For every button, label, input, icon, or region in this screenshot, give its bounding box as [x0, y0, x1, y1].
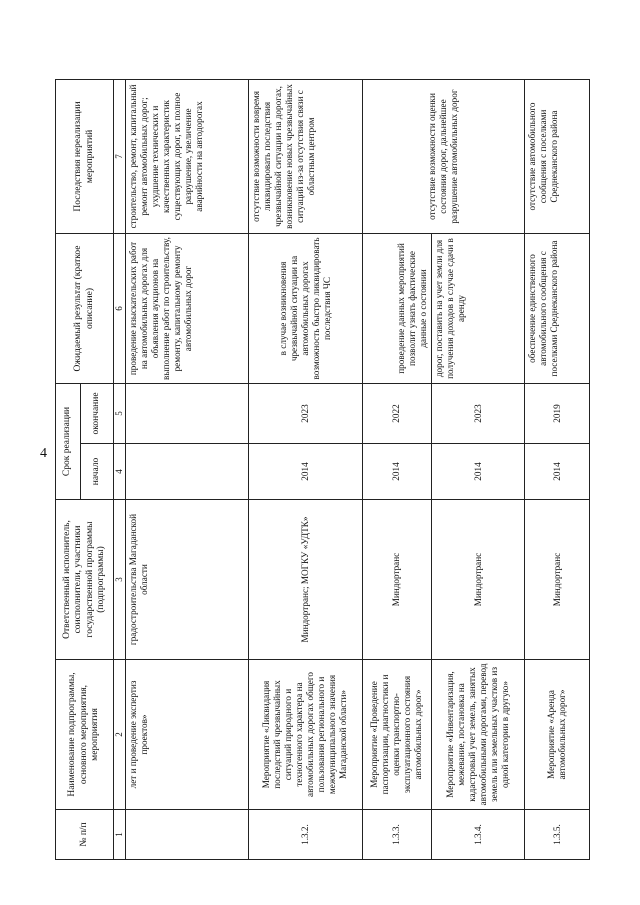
row-number: 1.3.5. — [525, 810, 590, 860]
header-end: окончание — [80, 383, 113, 443]
column-number: 5 — [114, 383, 125, 443]
column-number: 7 — [114, 79, 125, 233]
rotated-table-wrapper — [55, 80, 590, 860]
row-number: 1.3.3. — [363, 810, 432, 860]
activity-result: проведение изыскательских работ на автомобильных дорогах для объявления аукционов на выполнение работ по строительству, ремонту, капитальному ремонту автомобильных дорог — [125, 233, 248, 383]
header-row — [56, 79, 81, 859]
activity-executor: Миндортранс — [363, 500, 432, 660]
activity-executor: Миндортранс; МОГКУ «УДТК» — [248, 500, 363, 660]
row-number: 1.3.2. — [248, 810, 363, 860]
activity-start: 2014 — [363, 444, 432, 500]
column-number-row — [114, 79, 125, 859]
activity-start: 2014 — [431, 444, 525, 500]
activity-consequence: отсутствие возможности вовремя ликвидировать последствия чрезвычайной ситуации на дорогах, возникновение новых чрезвычайных ситуаций из-за отсутствия связи с областным центром — [248, 79, 363, 233]
column-number: 4 — [114, 444, 125, 500]
activity-end: 2023 — [431, 383, 525, 443]
activity-result: в случае возникновения чрезвычайной ситуации на автомобильных дорогах возможность быстро ликвидировать последствия ЧС — [248, 233, 363, 383]
activity-end: 2019 — [525, 383, 590, 443]
activity-end: 2023 — [248, 383, 363, 443]
activities-table — [55, 79, 590, 860]
table-row — [125, 79, 248, 859]
activity-result: обеспечение единственного автомобильного сообщения с поселками Среднеканского района — [525, 233, 590, 383]
activity-executor: градостроительства Магаданской области — [125, 500, 248, 660]
header-start: начало — [80, 444, 113, 500]
activity-name: Мероприятие «Ликвидация последствий чрезвычайных ситуаций природного и техногенного характера на автомобильных дорогах общего пользования регионального и межмуниципального значения Магаданской области» — [248, 660, 363, 810]
row-number — [125, 810, 248, 860]
table-row — [363, 79, 432, 859]
table-row — [525, 79, 590, 859]
activity-name: лет и проведение экспертиз проектов» — [125, 660, 248, 810]
column-number: 2 — [114, 660, 125, 810]
header-consequence: Последствия нереализации мероприятий — [56, 79, 114, 233]
column-number: 1 — [114, 810, 125, 860]
activity-name: Мероприятие «Аренда автомобильных дорог» — [525, 660, 590, 810]
header-name: Наименование подпрограммы, основного мероприятия, мероприятия — [56, 660, 114, 810]
activity-result: проведение данных мероприятий позволит узнать фактические данные о состоянии — [363, 233, 432, 383]
activity-start: 2014 — [525, 444, 590, 500]
header-term: Срок реализации — [56, 383, 81, 499]
activity-end — [125, 383, 248, 443]
table-row — [248, 79, 363, 859]
activity-result: дорог, поставить на учет земли для получения доходов в случае сдачи в аренду — [431, 233, 525, 383]
activity-name: Мероприятие «Проведение паспортизации, диагностики и оценки транспортно-эксплуатационного состояния автомобильных дорог» — [363, 660, 432, 810]
activity-consequence: отсутствие возможности оценки состояния дорог, дальнейшее разрушение автомобильных дорог — [363, 79, 525, 233]
page-number: 4 — [40, 446, 47, 461]
column-number: 3 — [114, 500, 125, 660]
activity-executor: Миндортранс — [525, 500, 590, 660]
activity-executor: Миндортранс — [431, 500, 525, 660]
activity-start — [125, 444, 248, 500]
activity-end: 2022 — [363, 383, 432, 443]
row-number: 1.3.4. — [431, 810, 525, 860]
activity-name: Мероприятие «Инвентаризация, межевание, постановка на кадастровый учет земель, занятых автомобильными дорогами, перевод земель или земельных участков из одной категории в другую» — [431, 660, 525, 810]
header-result: Ожидаемый результат (краткое описание) — [56, 233, 114, 383]
activity-consequence: строительство, ремонт, капитальный ремонт автомобильных дорог; ухудшение технических и качественных характеристик существующих дорог, их полное разрушение, увеличение аварийности на автодорогах — [125, 79, 248, 233]
header-executor: Ответственный исполнитель, соисполнители, участники государственной программы (подпрограммы) — [56, 500, 114, 660]
activity-start: 2014 — [248, 444, 363, 500]
column-number: 6 — [114, 233, 125, 383]
header-num: № п/п — [56, 810, 114, 860]
activity-consequence: отсутствие автомобильного сообщения с поселками Среднеканского района — [525, 79, 590, 233]
